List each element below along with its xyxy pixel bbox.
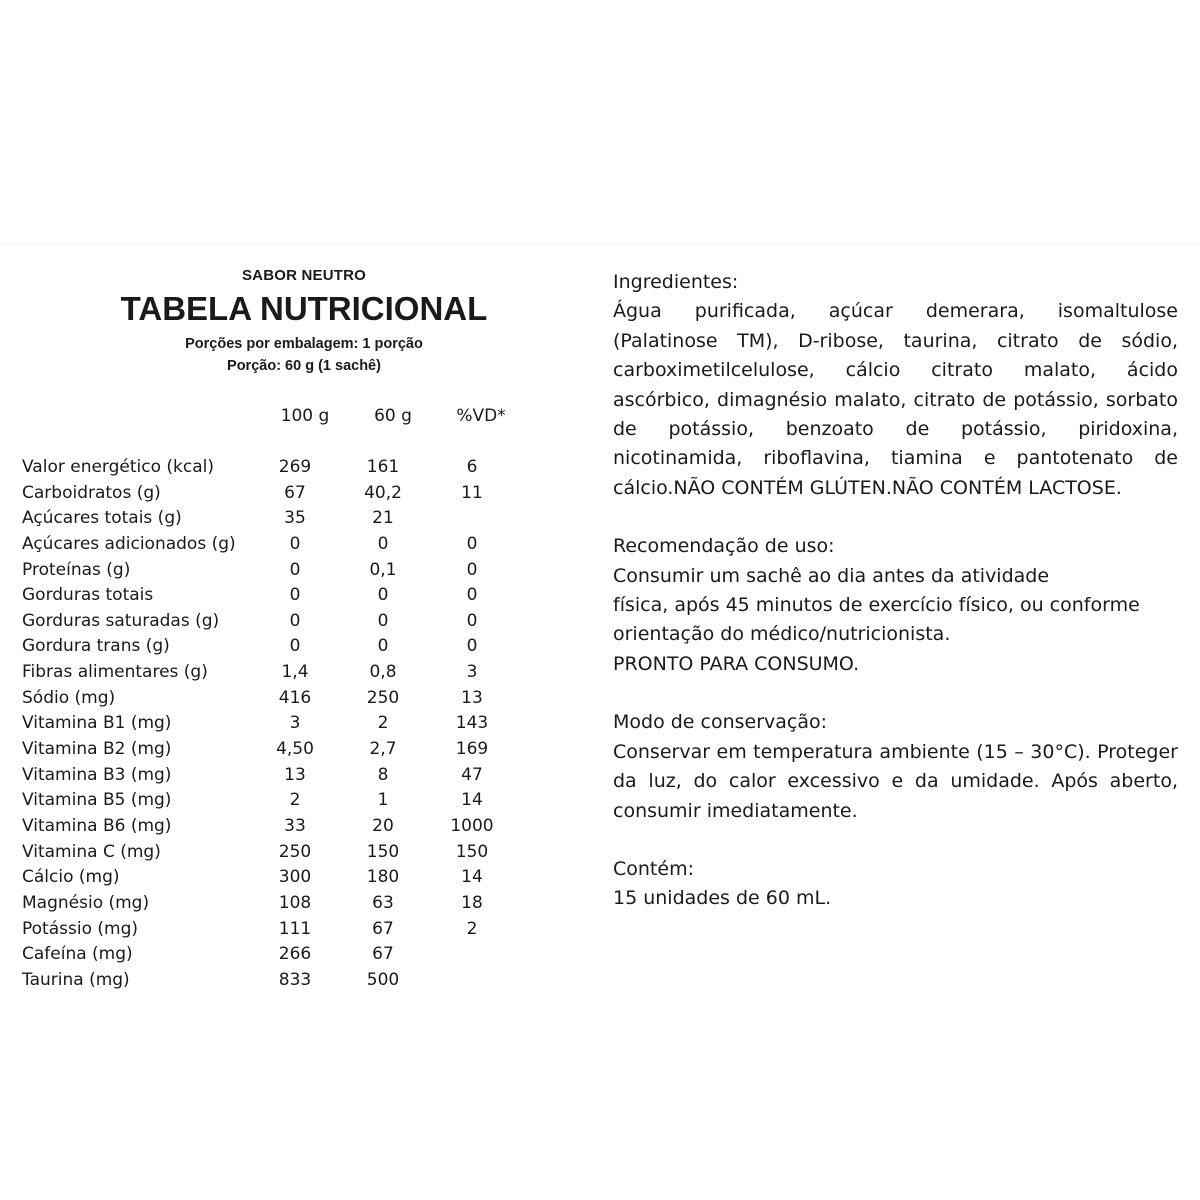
daily-value-percent: 14 [461, 867, 483, 888]
daily-value-percent: 0 [466, 533, 478, 554]
nutrient-label: Proteínas (g) [22, 559, 131, 580]
usage-line-2: física, após 45 minutos de exercício físico, ou conforme [613, 594, 1140, 617]
nutrient-label: Vitamina B3 (mg) [22, 764, 172, 785]
nutrient-label: Sódio (mg) [22, 687, 116, 708]
flavor-label: SABOR NEUTRO [241, 267, 367, 284]
nutrient-label: Potássio (mg) [22, 918, 138, 939]
nutrient-label: Gordura trans (g) [22, 636, 170, 657]
nutrient-label: Vitamina B5 (mg) [22, 790, 172, 811]
nutrition-row [0, 688, 600, 714]
usage-section [613, 532, 1178, 679]
nutrition-row [0, 919, 600, 945]
value-per-100g: 67 [284, 482, 306, 503]
nutrition-row [0, 483, 600, 509]
nutrient-label: Açúcares adicionados (g) [22, 533, 236, 554]
value-per-100g: 1,4 [281, 662, 309, 683]
daily-value-percent: 2 [466, 918, 478, 939]
nutrient-label: Cálcio (mg) [22, 867, 120, 888]
value-per-60g: 0 [377, 636, 389, 657]
nutrient-label: Açúcares totais (g) [22, 508, 182, 529]
nutrition-row [0, 867, 600, 893]
daily-value-percent: 0 [466, 636, 478, 657]
storage-heading: Modo de conservação: [613, 711, 828, 734]
ingredients-section [613, 268, 1178, 503]
nutrient-label: Carboidratos (g) [22, 482, 161, 503]
value-per-100g: 0 [289, 533, 301, 554]
daily-value-percent: 47 [461, 764, 483, 785]
nutrition-row [0, 816, 600, 842]
nutrition-row [0, 508, 600, 534]
value-per-60g: 67 [372, 918, 394, 939]
daily-value-percent: 11 [461, 482, 483, 503]
daily-value-percent: 0 [466, 559, 478, 580]
value-per-60g: 20 [372, 815, 394, 836]
value-per-60g: 67 [372, 944, 394, 965]
value-per-60g: 21 [372, 508, 394, 529]
nutrient-label: Valor energético (kcal) [22, 457, 215, 477]
nutrient-label: Cafeína (mg) [22, 944, 133, 965]
contents-heading: Contém: [613, 857, 694, 880]
nutrient-label: Vitamina B2 (mg) [22, 739, 172, 760]
value-per-100g: 111 [278, 918, 312, 939]
usage-heading: Recomendação de uso: [613, 535, 835, 558]
value-per-100g: 13 [284, 764, 306, 785]
value-per-60g: 40,2 [364, 482, 402, 503]
storage-text: Conservar em temperatura ambiente (15 – 30°C). Proteger da luz, do calor excessivo e da umidade. Após aberto, consumir imediatamente. [613, 740, 1178, 822]
value-per-100g: 0 [289, 636, 301, 657]
nutrition-row [0, 842, 600, 868]
value-per-100g: 3 [289, 713, 301, 734]
nutrient-label: Magnésio (mg) [22, 892, 150, 913]
storage-section [613, 708, 1178, 826]
nutrient-label: Vitamina B1 (mg) [22, 713, 172, 734]
usage-line-4: PRONTO PARA CONSUMO. [613, 652, 860, 675]
value-per-60g: 250 [366, 687, 400, 708]
value-per-60g: 0 [377, 533, 389, 554]
nutrition-row [0, 713, 600, 739]
daily-value-percent: 6 [466, 457, 478, 477]
daily-value-percent: 18 [461, 892, 483, 913]
nutrient-label: Gorduras totais [22, 585, 154, 606]
nutrient-label: Gorduras saturadas (g) [22, 610, 220, 631]
value-per-100g: 33 [284, 815, 306, 836]
nutrition-row [0, 585, 600, 611]
product-info-panel [0, 243, 1200, 1024]
nutrient-label: Vitamina C (mg) [22, 841, 161, 862]
value-per-100g: 833 [278, 969, 312, 990]
nutrition-row [0, 636, 600, 662]
usage-line-3: orientação do médico/nutricionista. [613, 623, 951, 646]
value-per-60g: 2 [377, 713, 389, 734]
nutrition-row [0, 790, 600, 816]
daily-value-percent: 13 [461, 687, 483, 708]
nutrition-row [0, 970, 600, 996]
nutrition-rows [0, 457, 600, 995]
nutrition-row [0, 765, 600, 791]
value-per-60g: 150 [366, 841, 400, 862]
value-per-60g: 0,1 [369, 559, 397, 580]
value-per-100g: 416 [278, 687, 312, 708]
contents-text: 15 unidades de 60 mL. [613, 887, 832, 910]
value-per-100g: 0 [289, 559, 301, 580]
daily-value-percent: 169 [455, 739, 489, 760]
nutrition-row [0, 611, 600, 637]
daily-value-percent: 0 [466, 585, 478, 606]
value-per-60g: 2,7 [369, 739, 397, 760]
product-details [613, 268, 1178, 914]
value-per-60g: 161 [366, 457, 400, 477]
value-per-60g: 0 [377, 610, 389, 631]
portion-size: Porção: 60 g (1 sachê) [227, 358, 381, 374]
nutrition-row [0, 662, 600, 688]
value-per-100g: 4,50 [276, 739, 314, 760]
value-per-60g: 63 [372, 892, 394, 913]
value-per-100g: 0 [289, 610, 301, 631]
value-per-100g: 266 [278, 944, 312, 965]
daily-value-percent: 3 [466, 662, 478, 683]
nutrition-row [0, 560, 600, 586]
value-per-100g: 108 [278, 892, 312, 913]
nutrient-label: Taurina (mg) [22, 969, 130, 990]
daily-value-percent: 1000 [450, 815, 494, 836]
nutrition-table-title: TABELA NUTRICIONAL [120, 290, 488, 327]
daily-value-percent: 150 [455, 841, 489, 862]
value-per-100g: 0 [289, 585, 301, 606]
contents-section [613, 855, 1178, 914]
ingredients-heading: Ingredientes: [613, 271, 739, 293]
column-header-60g: 60 g [374, 406, 412, 426]
value-per-60g: 0 [377, 585, 389, 606]
value-per-60g: 500 [366, 969, 400, 990]
value-per-100g: 2 [289, 790, 301, 811]
column-header-vd: %VD* [456, 406, 506, 426]
usage-line-1: Consumir um sachê ao dia antes da atividade [613, 564, 1050, 587]
nutrition-row [0, 944, 600, 970]
value-per-100g: 300 [278, 867, 312, 888]
nutrient-label: Vitamina B6 (mg) [22, 815, 172, 836]
value-per-60g: 8 [377, 764, 389, 785]
value-per-60g: 0,8 [369, 662, 397, 683]
nutrition-row [0, 534, 600, 560]
column-header-100g: 100 g [280, 406, 330, 426]
daily-value-percent: 0 [466, 610, 478, 631]
daily-value-percent: 143 [455, 713, 489, 734]
nutrient-label: Fibras alimentares (g) [22, 662, 208, 683]
nutrition-row [0, 457, 600, 483]
servings-per-package: Porções por embalagem: 1 porção [185, 336, 423, 352]
nutrition-row [0, 739, 600, 765]
daily-value-percent: 14 [461, 790, 483, 811]
value-per-100g: 35 [284, 508, 306, 529]
value-per-60g: 1 [377, 790, 389, 811]
ingredients-text: Água purificada, açúcar demerara, isomaltulose (Palatinose TM), D-ribose, taurina, citrato de sódio, carboximetilcelulose, cálcio citrato malato, ácido ascórbico, dimagnésio malato, citrato de potássio, sorbato de potássio, benzoato de potássio, piridoxina, nicotinamida, riboflavina, tiamina e pantotenato de cálcio.NÃO CONTÉM GLÚTEN.NÃO CONTÉM LACTOSE. [613, 300, 1178, 499]
value-per-100g: 250 [278, 841, 312, 862]
value-per-60g: 180 [366, 867, 400, 888]
nutrition-row [0, 893, 600, 919]
value-per-100g: 269 [278, 457, 312, 477]
